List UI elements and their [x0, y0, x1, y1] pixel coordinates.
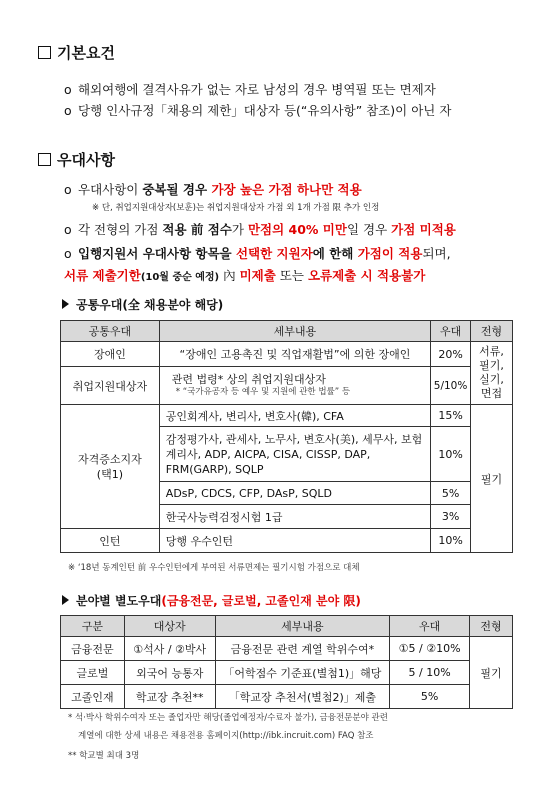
field-row-target: 외국어 능통자 [124, 661, 215, 685]
row-name-cert: 자격증소지자 (택1) [61, 405, 160, 529]
row-pct-disabled: 20% [431, 342, 471, 367]
row-name-employ: 취업지원대상자 [61, 367, 160, 405]
section-pref-title: 우대사항 [38, 149, 115, 170]
field-note-2: 계열에 대한 상세 내용은 채용전용 홈페이지(http://ibk.incruit.com) FAQ 참조 [78, 731, 374, 741]
pref-line-1: o 우대사항이 중복될 경우 가장 높은 가점 하나만 적용 [64, 182, 362, 197]
row-detail-employ: 관련 법령* 상의 취업지원대상자 * “국가유공자 등 예우 및 지원에 관한 법률” 등 [159, 367, 430, 405]
col-header: 구분 [61, 616, 125, 637]
cert-pct: 5% [431, 482, 471, 505]
cert-pct: 10% [431, 427, 471, 482]
pref-line-2: o 각 전형의 가점 적용 前 점수가 만점의 40% 미만일 경우 가점 미적용 [64, 222, 456, 237]
field-row-pct: 5% [390, 685, 470, 709]
field-row-pct: ①5 / ②10% [390, 637, 470, 661]
col-header: 우대 [390, 616, 470, 637]
common-note: ※ ‘18년 동계인턴 前 우수인턴에게 부여된 서류면제는 필기시험 가점으로 대체 [68, 563, 360, 573]
field-row-pct: 5 / 10% [390, 661, 470, 685]
col-header: 우대 [431, 321, 471, 342]
cert-detail: 한국사능력검정시험 1급 [159, 505, 430, 529]
stage-cell-1: 서류, 필기, 실기, 면접 [471, 342, 513, 405]
field-stage-cell: 필기 [470, 637, 513, 709]
field-note-3: ** 학교별 최대 3명 [68, 751, 140, 761]
checkbox-square-icon [38, 153, 51, 166]
col-header: 세부내용 [159, 321, 430, 342]
row-detail-disabled: “장애인 고용촉진 및 직업재활법”에 의한 장애인 [159, 342, 430, 367]
common-heading: 공통우대(全 채용분야 해당) [62, 296, 223, 313]
triangle-right-icon [62, 595, 69, 605]
field-row-target: ①석사 / ②박사 [124, 637, 215, 661]
field-table [60, 615, 513, 709]
section-basic-title: 기본요건 [38, 42, 115, 63]
cert-pct: 3% [431, 505, 471, 529]
field-row-name: 금융전문 [61, 637, 125, 661]
basic-item-2: o 당행 인사규정「채용의 제한」대상자 등(“유의사항” 참조)이 아닌 자 [64, 103, 452, 118]
cert-detail: 감정평가사, 관세사, 노무사, 변호사(美), 세무사, 보험계리사, ADP, AICPA, CISA, CISSP, DAP, FRM(GARP), SQLP [159, 427, 430, 482]
field-note-1: * 석·박사 학위수여자 또는 졸업자만 해당(졸업예정자/수료자 불가), 금융전문분야 관련 [68, 713, 388, 723]
basic-item-1: o 해외여행에 결격사유가 없는 자로 남성의 경우 병역필 또는 면제자 [64, 82, 436, 97]
checkbox-square-icon [38, 46, 51, 59]
common-table [60, 320, 513, 553]
col-header: 공통우대 [61, 321, 160, 342]
cert-pct: 15% [431, 405, 471, 427]
col-header: 세부내용 [215, 616, 390, 637]
triangle-right-icon [62, 299, 69, 309]
row-detail-intern: 당행 우수인턴 [159, 529, 430, 553]
col-header: 전형 [470, 616, 513, 637]
cert-detail: ADsP, CDCS, CFP, DAsP, SQLD [159, 482, 430, 505]
field-row-detail: 「학교장 추천서(별첨2)」제출 [215, 685, 390, 709]
row-name-intern: 인턴 [61, 529, 160, 553]
pref-line-3: o 입행지원서 우대사항 항목을 선택한 지원자에 한해 가점이 적용되며, [64, 246, 451, 261]
col-header: 전형 [471, 321, 513, 342]
field-row-name: 글로벌 [61, 661, 125, 685]
field-row-target: 학교장 추천** [124, 685, 215, 709]
col-header: 대상자 [124, 616, 215, 637]
pref-line-4: 서류 제출기한(10월 중순 예정) 內 미제출 또는 오류제출 시 적용불가 [64, 268, 426, 283]
field-row-detail: 「어학점수 기준표(별첨1)」해당 [215, 661, 390, 685]
cert-detail: 공인회계사, 변리사, 변호사(韓), CFA [159, 405, 430, 427]
stage-cell-2: 필기 [471, 405, 513, 553]
row-pct-employ: 5/10% [431, 367, 471, 405]
row-name-disabled: 장애인 [61, 342, 160, 367]
field-heading: 분야별 별도우대(금융전문, 글로벌, 고졸인재 분야 限) [62, 592, 361, 609]
field-row-detail: 금융전문 관련 계열 학위수여* [215, 637, 390, 661]
row-pct-intern: 10% [431, 529, 471, 553]
field-row-name: 고졸인재 [61, 685, 125, 709]
pref-note-1: ※ 단, 취업지원대상자(보훈)는 취업지원대상자 가점 외 1개 가점 限 추가 인정 [92, 203, 380, 213]
